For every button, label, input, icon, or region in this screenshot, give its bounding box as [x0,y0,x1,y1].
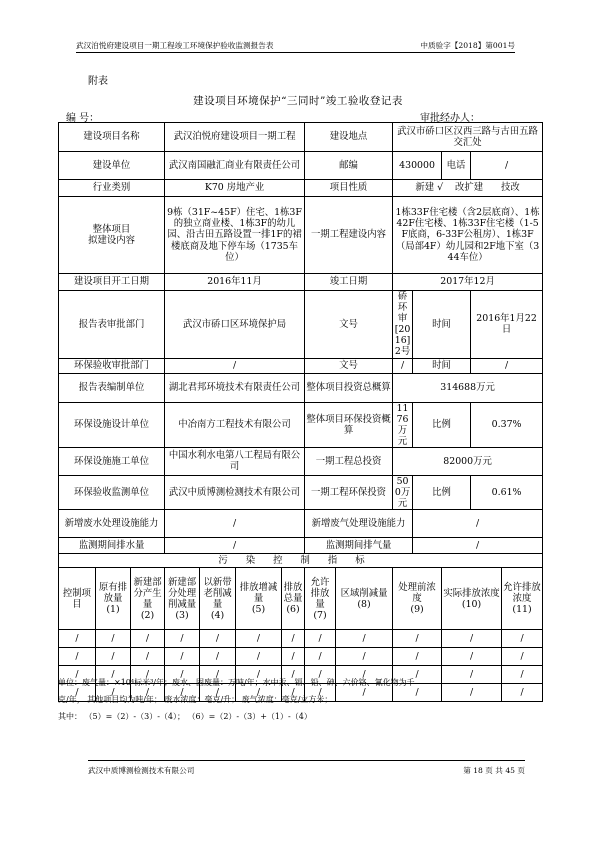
project-nature-label: 项目性质 [305,180,393,197]
cell: / [165,630,200,648]
cell: / [282,684,305,702]
footer-page-number: 第 18 页 共 45 页 [463,766,525,775]
ratio-value: 0.61% [471,475,543,509]
cell: / [200,666,236,684]
note-line: 克/年， 其他项目均为吨/年； 废水浓度：毫克/升； 废气浓度：毫克/立方米； [58,695,333,704]
builder-value: 武汉南国融汇商业有限责任公司 [165,152,305,180]
total-investment-value: 314688万元 [393,373,543,402]
cell: / [59,666,96,684]
design-unit-label: 环保设施设计单位 [59,402,165,447]
col-emission-change: 排放增减量 (5) [236,568,282,630]
cell: / [96,648,131,666]
pollution-indicators-heading: 污染控制指标 [59,554,543,568]
location-value: 武汉市硚口区汉西三路与古田五路交汇处 [393,123,543,152]
table-row [59,180,543,197]
date-value: / [471,358,543,373]
cell: / [165,648,200,666]
cell: / [442,666,502,684]
indicator-header-row [59,568,543,630]
report-author-label: 报告表编制单位 [59,373,165,402]
notes [58,674,544,725]
col-old-reduction: 以新带老削减量 (4) [200,568,236,630]
form-title: 建设项目环境保护“三同时”竣工验收登记表 [193,95,403,107]
report-approval-dept-label: 报告表审批部门 [59,291,165,359]
table-row [59,475,543,509]
cell: / [336,630,393,648]
design-unit-value: 中冶南方工程技术有限公司 [165,402,305,447]
water-discharge-label: 监测期间排水量 [59,538,165,554]
col-actual-conc: 实际排放浓度 (10) [442,568,502,630]
col-allowed-conc: 允许排放浓度 (11) [502,568,543,630]
page-footer [88,760,525,776]
location-label: 建设地点 [305,123,393,152]
phase1-content-label: 一期工程建设内容 [305,197,393,274]
date-label: 时间 [413,358,471,373]
cell: / [96,630,131,648]
header-report-number: 中质验字【2018】第001号 [420,41,515,50]
ratio-label: 比例 [413,475,471,509]
cell: / [236,648,282,666]
phase1-investment-label: 一期工程总投资 [305,447,393,475]
cell: / [305,630,336,648]
wastewater-capacity-value: / [165,510,305,538]
ratio-value: 0.37% [471,402,543,447]
cell: / [200,648,236,666]
cell: / [165,684,200,702]
approver-label: 审批经办人： [420,113,480,124]
start-date-value: 2016年11月 [165,274,305,291]
acceptance-approval-dept-value: / [165,358,305,373]
cell: / [336,684,393,702]
cell: / [282,630,305,648]
table-row [59,373,543,402]
date-value: 2016年1月22日 [471,291,543,359]
table-row [59,152,543,180]
cell: / [131,666,165,684]
table-row [59,123,543,152]
serial-number-label: 编 号： [66,113,100,124]
col-control-item: 控制项目 [59,568,96,630]
start-date-label: 建设项目开工日期 [59,274,165,291]
water-discharge-value: / [165,538,305,554]
cell: / [442,630,502,648]
table-row [59,538,543,554]
registration-table [58,122,543,702]
cell: / [336,648,393,666]
cell: / [165,666,200,684]
cell: / [502,684,543,702]
builder-label: 建设单位 [59,152,165,180]
gas-capacity-label: 新增废气处理设施能力 [305,510,413,538]
industry-value: K70 房地产业 [165,180,305,197]
table-row [59,291,543,359]
cell: / [236,666,282,684]
cell: / [305,648,336,666]
report-author-value: 湖北君邦环境技术有限责任公司 [165,373,305,402]
construction-unit-label: 环保设施施工单位 [59,447,165,475]
cell: / [236,684,282,702]
page-header [76,38,515,53]
doc-number-value: / [393,358,413,373]
gas-discharge-value: / [413,538,543,554]
table-row [59,402,543,447]
cell: / [393,648,442,666]
cell: / [59,684,96,702]
table-row [59,554,543,568]
monitoring-unit-value: 武汉中质博测检测技术有限公司 [165,475,305,509]
completion-date-label: 竣工日期 [305,274,393,291]
total-investment-label: 整体项目投资总概算 [305,373,393,402]
cell: / [282,666,305,684]
cell: / [96,684,131,702]
project-name-value: 武汉泊悦府建设项目一期工程 [165,123,305,152]
note-line: 其中： （5）=（2）-（3）-（4）； （6）=（2）-（3）+（1）-（4） [58,712,312,721]
annex-label: 附表 [88,76,108,87]
acceptance-approval-dept-label: 环保验收审批部门 [59,358,165,373]
project-name-label: 建设项目名称 [59,123,165,152]
table-row [59,274,543,291]
overall-content-value: 9栋（31F~45F）住宅、1栋3F的独立商业楼、1栋3F的幼儿园、沿古田五路设置一排1F的裙楼底商及地下停车场（1735车位） [165,197,305,274]
cell: / [336,666,393,684]
cell: / [59,648,96,666]
col-total-emission: 排放总量 (6) [282,568,305,630]
env-investment-label: 整体项目环保投资概算 [305,402,393,447]
cell: / [131,630,165,648]
cell: / [282,648,305,666]
cell: / [59,630,96,648]
ratio-label: 比例 [413,402,471,447]
col-pre-treatment-conc: 处理前浓度 (9) [393,568,442,630]
col-allowed-emission: 允许排放量 (7) [305,568,336,630]
gas-discharge-label: 监测期间排气量 [305,538,413,554]
cell: / [393,684,442,702]
postcode-value: 430000 [393,152,442,180]
phone-label: 电话 [442,152,471,180]
cell: / [442,684,502,702]
gas-capacity-value: / [413,510,543,538]
footer-company: 武汉中质博测检测技术有限公司 [88,766,195,775]
col-new-generation: 新建部分产生量 (2) [131,568,165,630]
cell: / [393,666,442,684]
doc-number-label: 文号 [305,358,393,373]
env-investment-value: 1176万元 [393,402,413,447]
cell: / [131,648,165,666]
overall-content-label: 整体项目 拟建设内容 [59,197,165,274]
cell: / [200,630,236,648]
cell: / [502,630,543,648]
cell: / [442,648,502,666]
col-new-reduction: 新建部分处理削减量 (3) [165,568,200,630]
table-row [59,358,543,373]
report-approval-dept-value: 武汉市硚口区环境保护局 [165,291,305,359]
phase1-content-value: 1栋33F住宅楼（含2层底商）、1栋42F住宅楼、1栋33F住宅楼（1-5F底商，6-33F公租房）、1栋3F（局部4F）幼儿园和2F地下室（344车位） [393,197,543,274]
postcode-label: 邮编 [305,152,393,180]
wastewater-capacity-label: 新增废水处理设施能力 [59,510,165,538]
cell: / [131,684,165,702]
monitoring-unit-label: 环保验收监测单位 [59,475,165,509]
cell: / [393,630,442,648]
industry-label: 行业类别 [59,180,165,197]
phase1-env-investment-value: 500万元 [393,475,413,509]
col-original-emission: 原有排放量 (1) [96,568,131,630]
doc-number-label: 文号 [305,291,393,359]
indicator-row [59,630,543,648]
completion-date-value: 2017年12月 [393,274,543,291]
col-regional-reduction: 区域削减量 (8) [336,568,393,630]
cell: / [305,666,336,684]
cell: / [305,684,336,702]
phase1-investment-value: 82000万元 [393,447,543,475]
construction-unit-value: 中国水利水电第八工程局有限公司 [165,447,305,475]
table-row [59,447,543,475]
table-row [59,197,543,274]
indicator-row [59,648,543,666]
phase1-env-investment-label: 一期工程环保投资 [305,475,393,509]
cell: / [200,684,236,702]
project-nature-value: 新建 √ 改扩建 技改 [393,180,543,197]
cell: / [96,666,131,684]
note-line: 单位：废气量：×10⁴标米³/年；废水、固废量：万吨/年；水中汞、镉、铅、砷、六价铬、氰化物为千 [58,678,415,687]
phone-value: / [471,152,543,180]
cell: / [502,666,543,684]
date-label: 时间 [413,291,471,359]
cell: / [502,648,543,666]
doc-number-value: 硚环审[2016]2号 [393,291,413,359]
cell: / [236,630,282,648]
table-row [59,510,543,538]
header-report-title: 武汉泊悦府建设项目一期工程竣工环境保护验收监测报告表 [76,41,274,50]
